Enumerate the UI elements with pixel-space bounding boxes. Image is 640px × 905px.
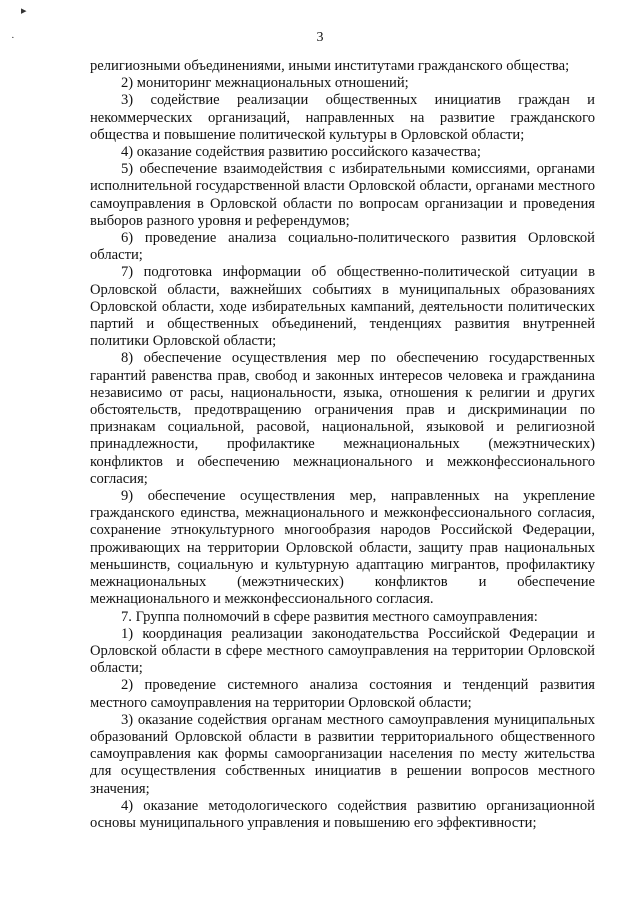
paragraph-item: 3) содействие реализации общественных инициатив граждан и некоммерческих организаций, направленных на развитие гражданского общества и повышение политической культуры в Орловской области; bbox=[90, 92, 595, 143]
paragraph-continuation: религиозными объединениями, иными институтами гражданского общества; bbox=[90, 58, 570, 74]
paragraph-item: 9) обеспечение осуществления мер, направленных на укрепление гражданского единства, межнационального и межконфессионального согласия, сохранение этнокультурного многообразия народов Российской Федерации, проживающих на территории Орловской области, защиту прав национальных меньшинств, социальную и культурную адаптацию мигрантов, профилактику межнациональных (межэтнических) конфликтов и обеспечение межнационального и межконфессионального согласия. bbox=[90, 488, 595, 608]
scan-speck-mark: · bbox=[11, 32, 15, 44]
paragraph-item: 4) оказание методологического содействия развитию организационной основы муниципального управления и повышению его эффективности; bbox=[90, 797, 595, 831]
page-number: 3 bbox=[316, 30, 324, 45]
paragraph-item: 4) оказание содействия развитию российского казачества; bbox=[121, 144, 481, 161]
paragraph-item: 1) координация реализации законодательства Российской Федерации и Орловской области в сфере местного самоуправления на территории Орловской области; bbox=[90, 625, 595, 677]
paragraph-item: 8) обеспечение осуществления мер по обеспечению государственных гарантий равенства прав, свобод и законных интересов человека и гражданина независимо от расы, национальности, языка, отношения к религии и других обстоятельств, предотвращению ограничения прав и дискриминации по признакам социальной, расовой, национальной, языковой и религиозной принадлежности, профилактике межнациональных (межэтнических) конфликтов и обеспечению межнационального и межконфессионального согласия; bbox=[90, 350, 595, 487]
paragraph-item: 7) подготовка информации об общественно-политической ситуации в Орловской области, важнейших событиях в муниципальных образованиях Орловской области, ходе избирательных кампаний, деятельности политических партий и общественных объединений, тенденциях развития внутренней политики Орловской области; bbox=[90, 264, 595, 350]
paragraph-item: 3) оказание содействия органам местного самоуправления муниципальных образований Орловской области в развитии территориального общественного самоуправления как формы самоорганизации населения по месту жительства для осуществления собственных инициатив в решении вопросов местного значения; bbox=[90, 711, 595, 797]
scan-speck-mark: ▸ bbox=[21, 5, 27, 17]
paragraph-item: 2) проведение системного анализа состояния и тенденций развития местного самоуправления на территории Орловской области; bbox=[90, 677, 595, 711]
paragraph-item: 5) обеспечение взаимодействия с избирательными комиссиями, органами исполнительной государственной власти Орловской области, органами местного самоуправления в Орловской области по вопросам организации и проведения выборов разного уровня и референдумов; bbox=[90, 161, 595, 229]
paragraph-item: 2) мониторинг межнациональных отношений; bbox=[121, 75, 409, 92]
section-heading: 7. Группа полномочий в сфере развития местного самоуправления: bbox=[121, 608, 538, 625]
paragraph-item: 6) проведение анализа социально-политического развития Орловской области; bbox=[90, 230, 595, 264]
document-body bbox=[90, 58, 595, 832]
